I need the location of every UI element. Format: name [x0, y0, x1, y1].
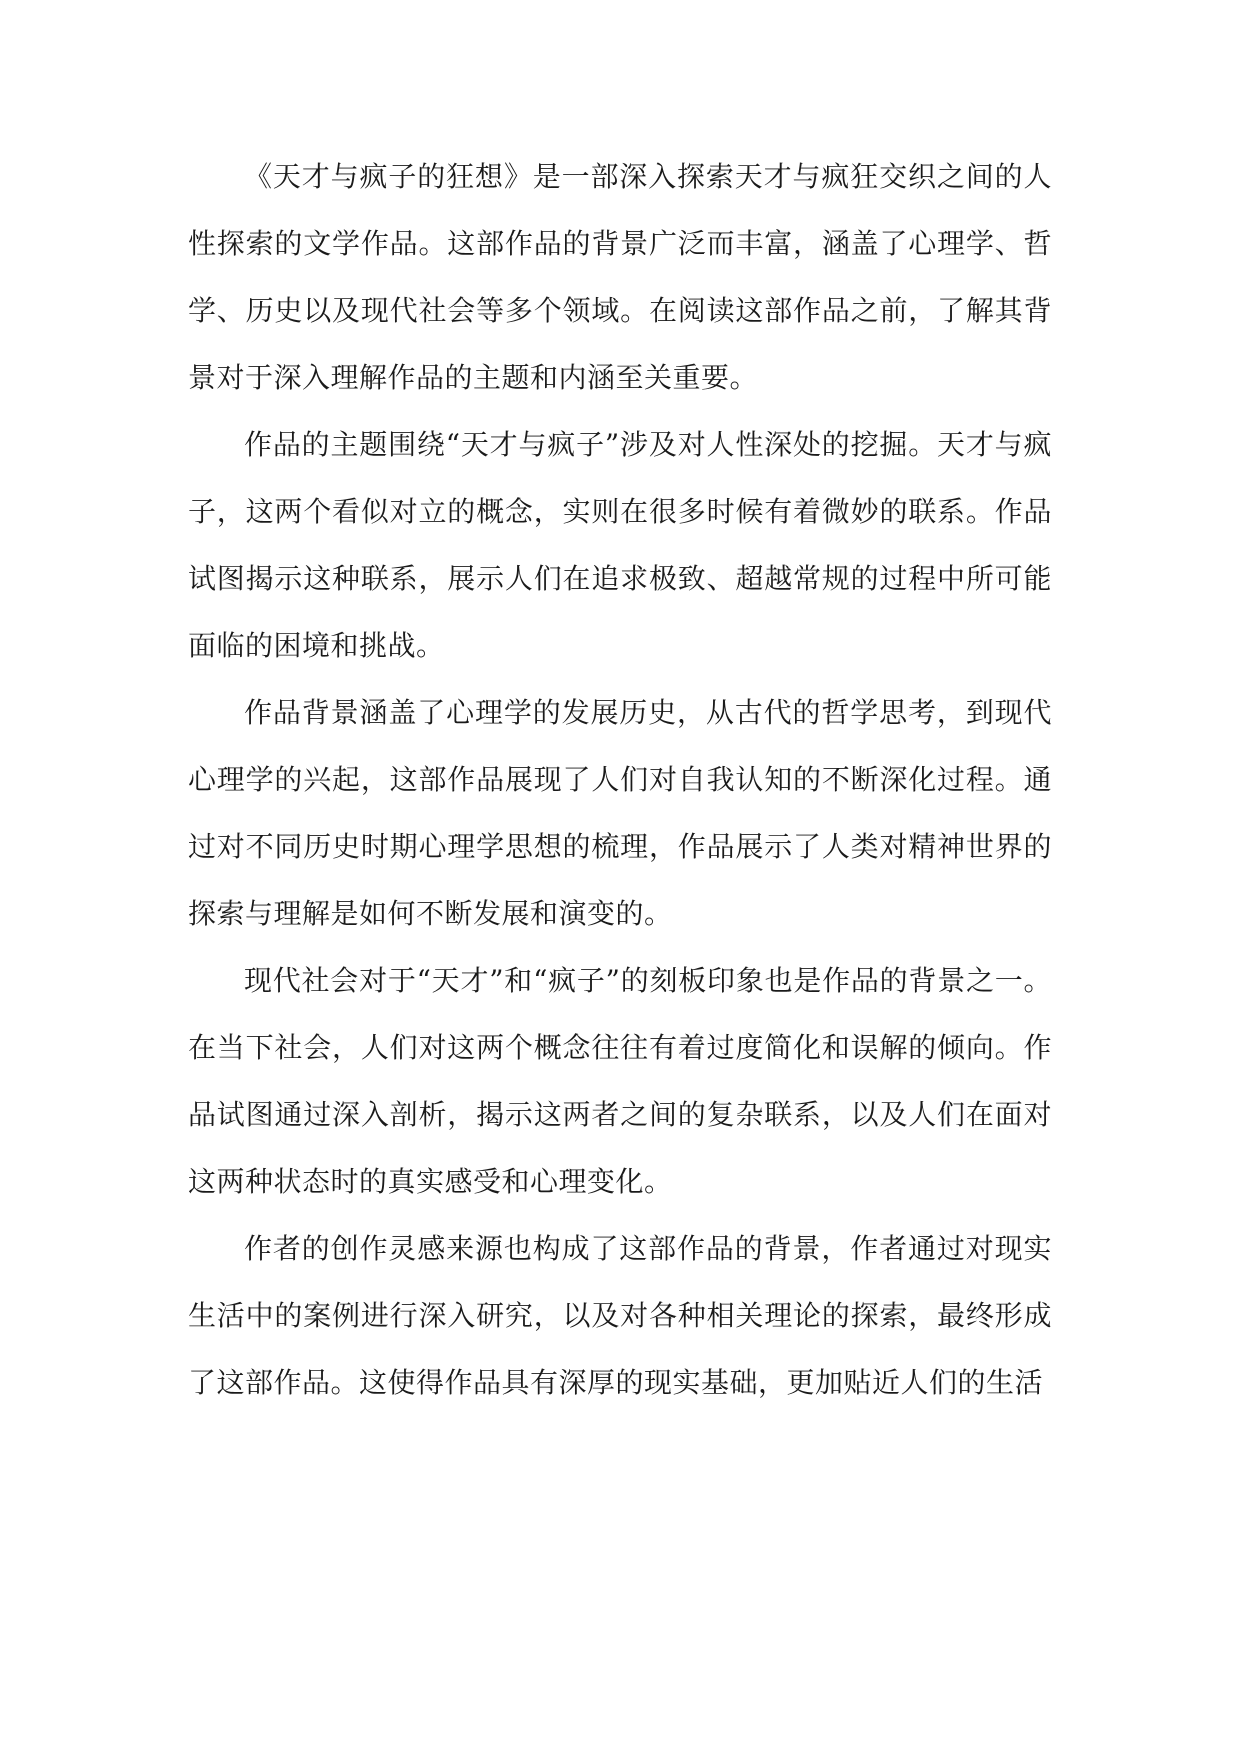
paragraph-5: 作者的创作灵感来源也构成了这部作品的背景，作者通过对现实生活中的案例进行深入研究，以及对各种相关理论的探索，最终形成了这部作品。这使得作品具有深厚的现实基础，更加贴近人们的生活: [188, 1232, 1052, 1399]
paragraph-4: 现代社会对于“天才”和“疯子”的刻板印象也是作品的背景之一。在当下社会，人们对这两个概念往往有着过度简化和误解的倾向。作品试图通过深入剖析，揭示这两者之间的复杂联系，以及人们在面对这两种状态时的真实感受和心理变化。: [188, 964, 1052, 1198]
paragraph-2: 作品的主题围绕“天才与疯子”涉及对人性深处的挖掘。天才与疯子，这两个看似对立的概念，实则在很多时候有着微妙的联系。作品试图揭示这种联系，展示人们在追求极致、超越常规的过程中所可能面临的困境和挑战。: [188, 428, 1052, 662]
paragraph-3: 作品背景涵盖了心理学的发展历史，从古代的哲学思考，到现代心理学的兴起，这部作品展现了人们对自我认知的不断深化过程。通过对不同历史时期心理学思想的梳理，作品展示了人类对精神世界的探索与理解是如何不断发展和演变的。: [188, 696, 1052, 930]
paragraph-1: 《天才与疯子的狂想》是一部深入探索天才与疯狂交织之间的人性探索的文学作品。这部作品的背景广泛而丰富，涵盖了心理学、哲学、历史以及现代社会等多个领域。在阅读这部作品之前，了解其背景对于深入理解作品的主题和内涵至关重要。: [188, 160, 1052, 394]
document-body: [188, 143, 1052, 1416]
